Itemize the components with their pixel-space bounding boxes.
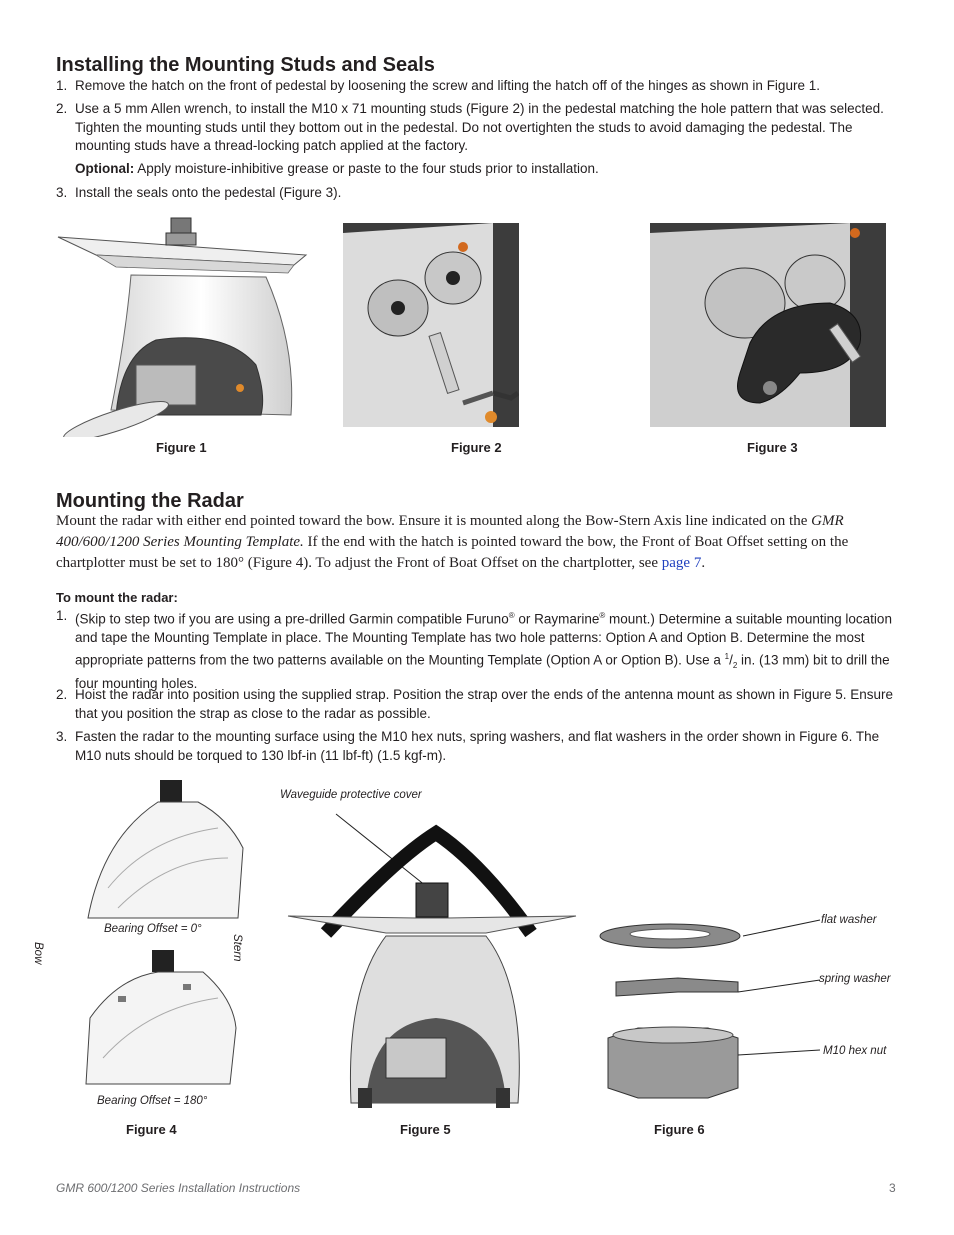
step-number: 2. — [56, 687, 68, 702]
step-text: Fasten the radar to the mounting surface using the M10 hex nuts, spring washers, and flat washers in the order shown in Figure 6. The M10 nuts should be torqued to 130 lbf-in (11 lbf-ft) (1.5 kgf-m). — [75, 729, 880, 763]
footer-page-number: 3 — [889, 1181, 896, 1195]
figure-5-image — [286, 808, 586, 1118]
intro-end: . — [701, 555, 706, 571]
optional-text: Apply moisture-inhibitive grease or paste to the four studs prior to installation. — [134, 161, 599, 176]
hex-nut-label: M10 hex nut — [823, 1045, 887, 1057]
step-text-part: (Skip to step two if you are using a pre-drilled Garmin compatible Furuno — [75, 611, 509, 627]
step-text-part: in. (13 mm) bit to drill the four mounting holes. — [75, 652, 890, 692]
step-number: 3. — [56, 729, 68, 744]
step-text: Use a 5 mm Allen wrench, to install the M10 x 71 mounting studs (Figure 2) in the pedestal matching the hole pattern that was selected. Tighten the mounting studs until they bottom out in the pedestal. Do not overtighten the studs to avoid damaging the pedestal. The mounting studs have a thread-locking patch applied at the factory. — [75, 101, 884, 153]
figure-3-image — [650, 223, 886, 427]
procedure-subheading: To mount the radar: — [56, 590, 178, 605]
section-heading-radar: Mounting the Radar — [56, 490, 244, 512]
figure-3-caption: Figure 3 — [747, 440, 798, 455]
step-3 — [56, 184, 902, 204]
step-2 — [56, 100, 902, 158]
figure-4-caption: Figure 4 — [126, 1122, 177, 1137]
registered-mark: ® — [508, 611, 515, 620]
optional-note — [75, 160, 902, 179]
bearing-180-label: Bearing Offset = 180° — [97, 1095, 208, 1107]
figure-5-caption: Figure 5 — [400, 1122, 451, 1137]
step-text: Install the seals onto the pedestal (Figure 3). — [75, 185, 342, 200]
optional-label: Optional: — [75, 161, 135, 176]
radar-step-1 — [56, 607, 902, 692]
figure-1-image — [56, 215, 316, 437]
footer-doc-title: GMR 600/1200 Series Installation Instructions — [56, 1181, 301, 1195]
registered-mark: ® — [599, 611, 606, 620]
radar-step-3 — [56, 728, 902, 768]
fraction-numerator: 1 — [724, 651, 730, 661]
step-number: 1. — [56, 608, 68, 623]
section-heading-studs: Installing the Mounting Studs and Seals — [56, 54, 435, 76]
figure-1-caption: Figure 1 — [156, 440, 207, 455]
bow-label: Bow — [32, 942, 44, 965]
figure-6-image — [598, 910, 898, 1105]
spring-washer-label: spring washer — [819, 973, 891, 985]
step-number: 2. — [56, 101, 68, 116]
step-text-part: mount.) Determine a suitable mounting location and tape the Mounting Template in place. The Mounting Template has two hole patterns: Option A and Option B. Determine the most appropriate patterns from the two patterns available on the Mounting Template (Option A or Option B). Use a — [75, 611, 892, 667]
template-title: GMR 400/600/1200 Series Mounting Template. — [56, 513, 844, 550]
flat-washer-label: flat washer — [821, 914, 877, 926]
step-text: (Skip to step two if you are using a pre-drilled Garmin compatible Furuno® or Raymarine® mount.) Determine a suitable mounting location and tape the Mounting Template in place. The Mounting Template has two hole patterns: Option A and Option B. Determine the most appropriate patterns from the two patterns available on the Mounting Template (Option A or Option B). Use a $^1/_2$ in. (13 mm) bit to drill the four mounting holes. — [75, 611, 892, 692]
step-1 — [56, 77, 902, 97]
step-number: 1. — [56, 78, 68, 93]
step-text: Hoist the radar into position using the supplied strap. Position the strap over the ends of the antenna mount as shown in Figure 5. Ensure that you position the strap as close to the radar as possible. — [75, 687, 893, 721]
stern-label: Stern — [231, 934, 243, 962]
waveguide-label: Waveguide protective cover — [280, 789, 422, 801]
figure-2-caption: Figure 2 — [451, 440, 502, 455]
page-7-link[interactable]: page 7 — [661, 555, 702, 571]
radar-step-2 — [56, 686, 902, 726]
figure-4-image — [78, 778, 248, 1098]
intro-paragraph — [56, 511, 902, 574]
figure-2-image — [343, 223, 519, 427]
fraction-denominator: 2 — [732, 660, 738, 670]
intro-text: Mount the radar with either end pointed toward the bow. Ensure it is mounted along the Bow-Stern Axis line indicated on the — [56, 513, 812, 529]
bearing-0-label: Bearing Offset = 0° — [104, 923, 202, 935]
step-text: Remove the hatch on the front of pedestal by loosening the screw and lifting the hatch off of the hinges as shown in Figure 1. — [75, 78, 820, 93]
figure-6-caption: Figure 6 — [654, 1122, 705, 1137]
step-text-part: or Raymarine — [514, 611, 600, 627]
intro-text-2: If the end with the hatch is pointed toward the bow, the Front of Boat Offset setting on the chartplotter must be set to 180° (Figure 4). To adjust the Front of Boat Offset on the chartplotter, see — [56, 534, 849, 571]
step-number: 3. — [56, 185, 68, 200]
